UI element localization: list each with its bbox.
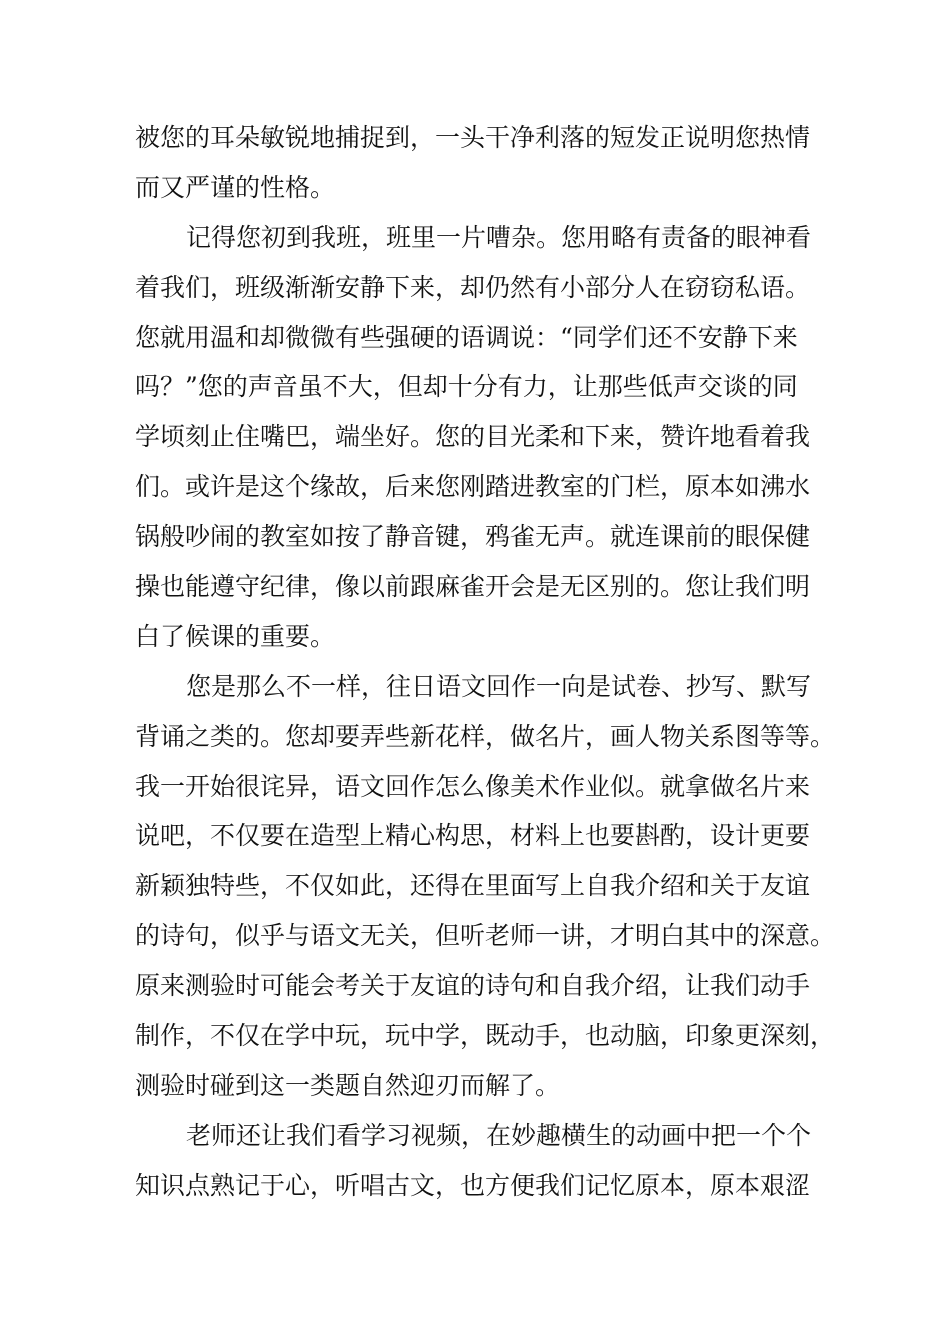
text-line: 测验时碰到这一类题自然迎刃而解了。	[135, 1070, 561, 1100]
text-line: 们。或许是这个缘故，后来您刚踏进教室的门栏，原本如沸水	[135, 472, 811, 502]
body-text	[135, 113, 855, 1211]
paragraph-start-line: 您是那么不一样，往日语文回作一向是试卷、抄写、默写	[186, 671, 812, 701]
text-line: 吗？”您的声音虽不大，但却十分有力，让那些低声交谈的同	[135, 372, 798, 402]
text-line: 白了候课的重要。	[135, 621, 336, 651]
text-line: 制作，不仅在学中玩，玩中学，既动手，也动脑，印象更深刻，	[135, 1021, 836, 1051]
text-line: 知识点熟记于心，听唱古文，也方便我们记忆原本，原本艰涩	[135, 1170, 811, 1200]
text-line: 背诵之类的。您却要弄些新花样，做名片，画人物关系图等等。	[135, 721, 836, 751]
text-line: 新颖独特些，不仅如此，还得在里面写上自我介绍和关于友谊	[135, 871, 811, 901]
text-line: 而又严谨的性格。	[135, 172, 336, 202]
text-line: 锅般吵闹的教室如按了静音键，鸦雀无声。就连课前的眼保健	[135, 522, 811, 552]
text-line: 学顷刻止住嘴巴，端坐好。您的目光柔和下来，赞许地看着我	[135, 422, 811, 452]
text-line: 着我们，班级渐渐安静下来，却仍然有小部分人在窃窃私语。	[135, 272, 811, 302]
paragraph-start-line: 记得您初到我班，班里一片嘈杂。您用略有责备的眼神看	[186, 222, 812, 252]
text-line: 说吧，不仅要在造型上精心构思，材料上也要斟酌，设计更要	[135, 821, 811, 851]
text-line: 的诗句，似乎与语文无关，但听老师一讲，才明白其中的深意。	[135, 921, 836, 951]
text-line: 被您的耳朵敏锐地捕捉到，一头干净利落的短发正说明您热情	[135, 123, 811, 152]
text-line: 您就用温和却微微有些强硬的语调说：“同学们还不安静下来	[135, 322, 798, 352]
paragraph-start-line: 老师还让我们看学习视频，在妙趣横生的动画中把一个个	[186, 1120, 812, 1150]
text-line: 原来测验时可能会考关于友谊的诗句和自我介绍，让我们动手	[135, 971, 811, 1001]
text-line: 操也能遵守纪律，像以前跟麻雀开会是无区别的。您让我们明	[135, 572, 811, 602]
text-line: 我一开始很诧异，语文回作怎么像美术作业似。就拿做名片来	[135, 771, 811, 801]
